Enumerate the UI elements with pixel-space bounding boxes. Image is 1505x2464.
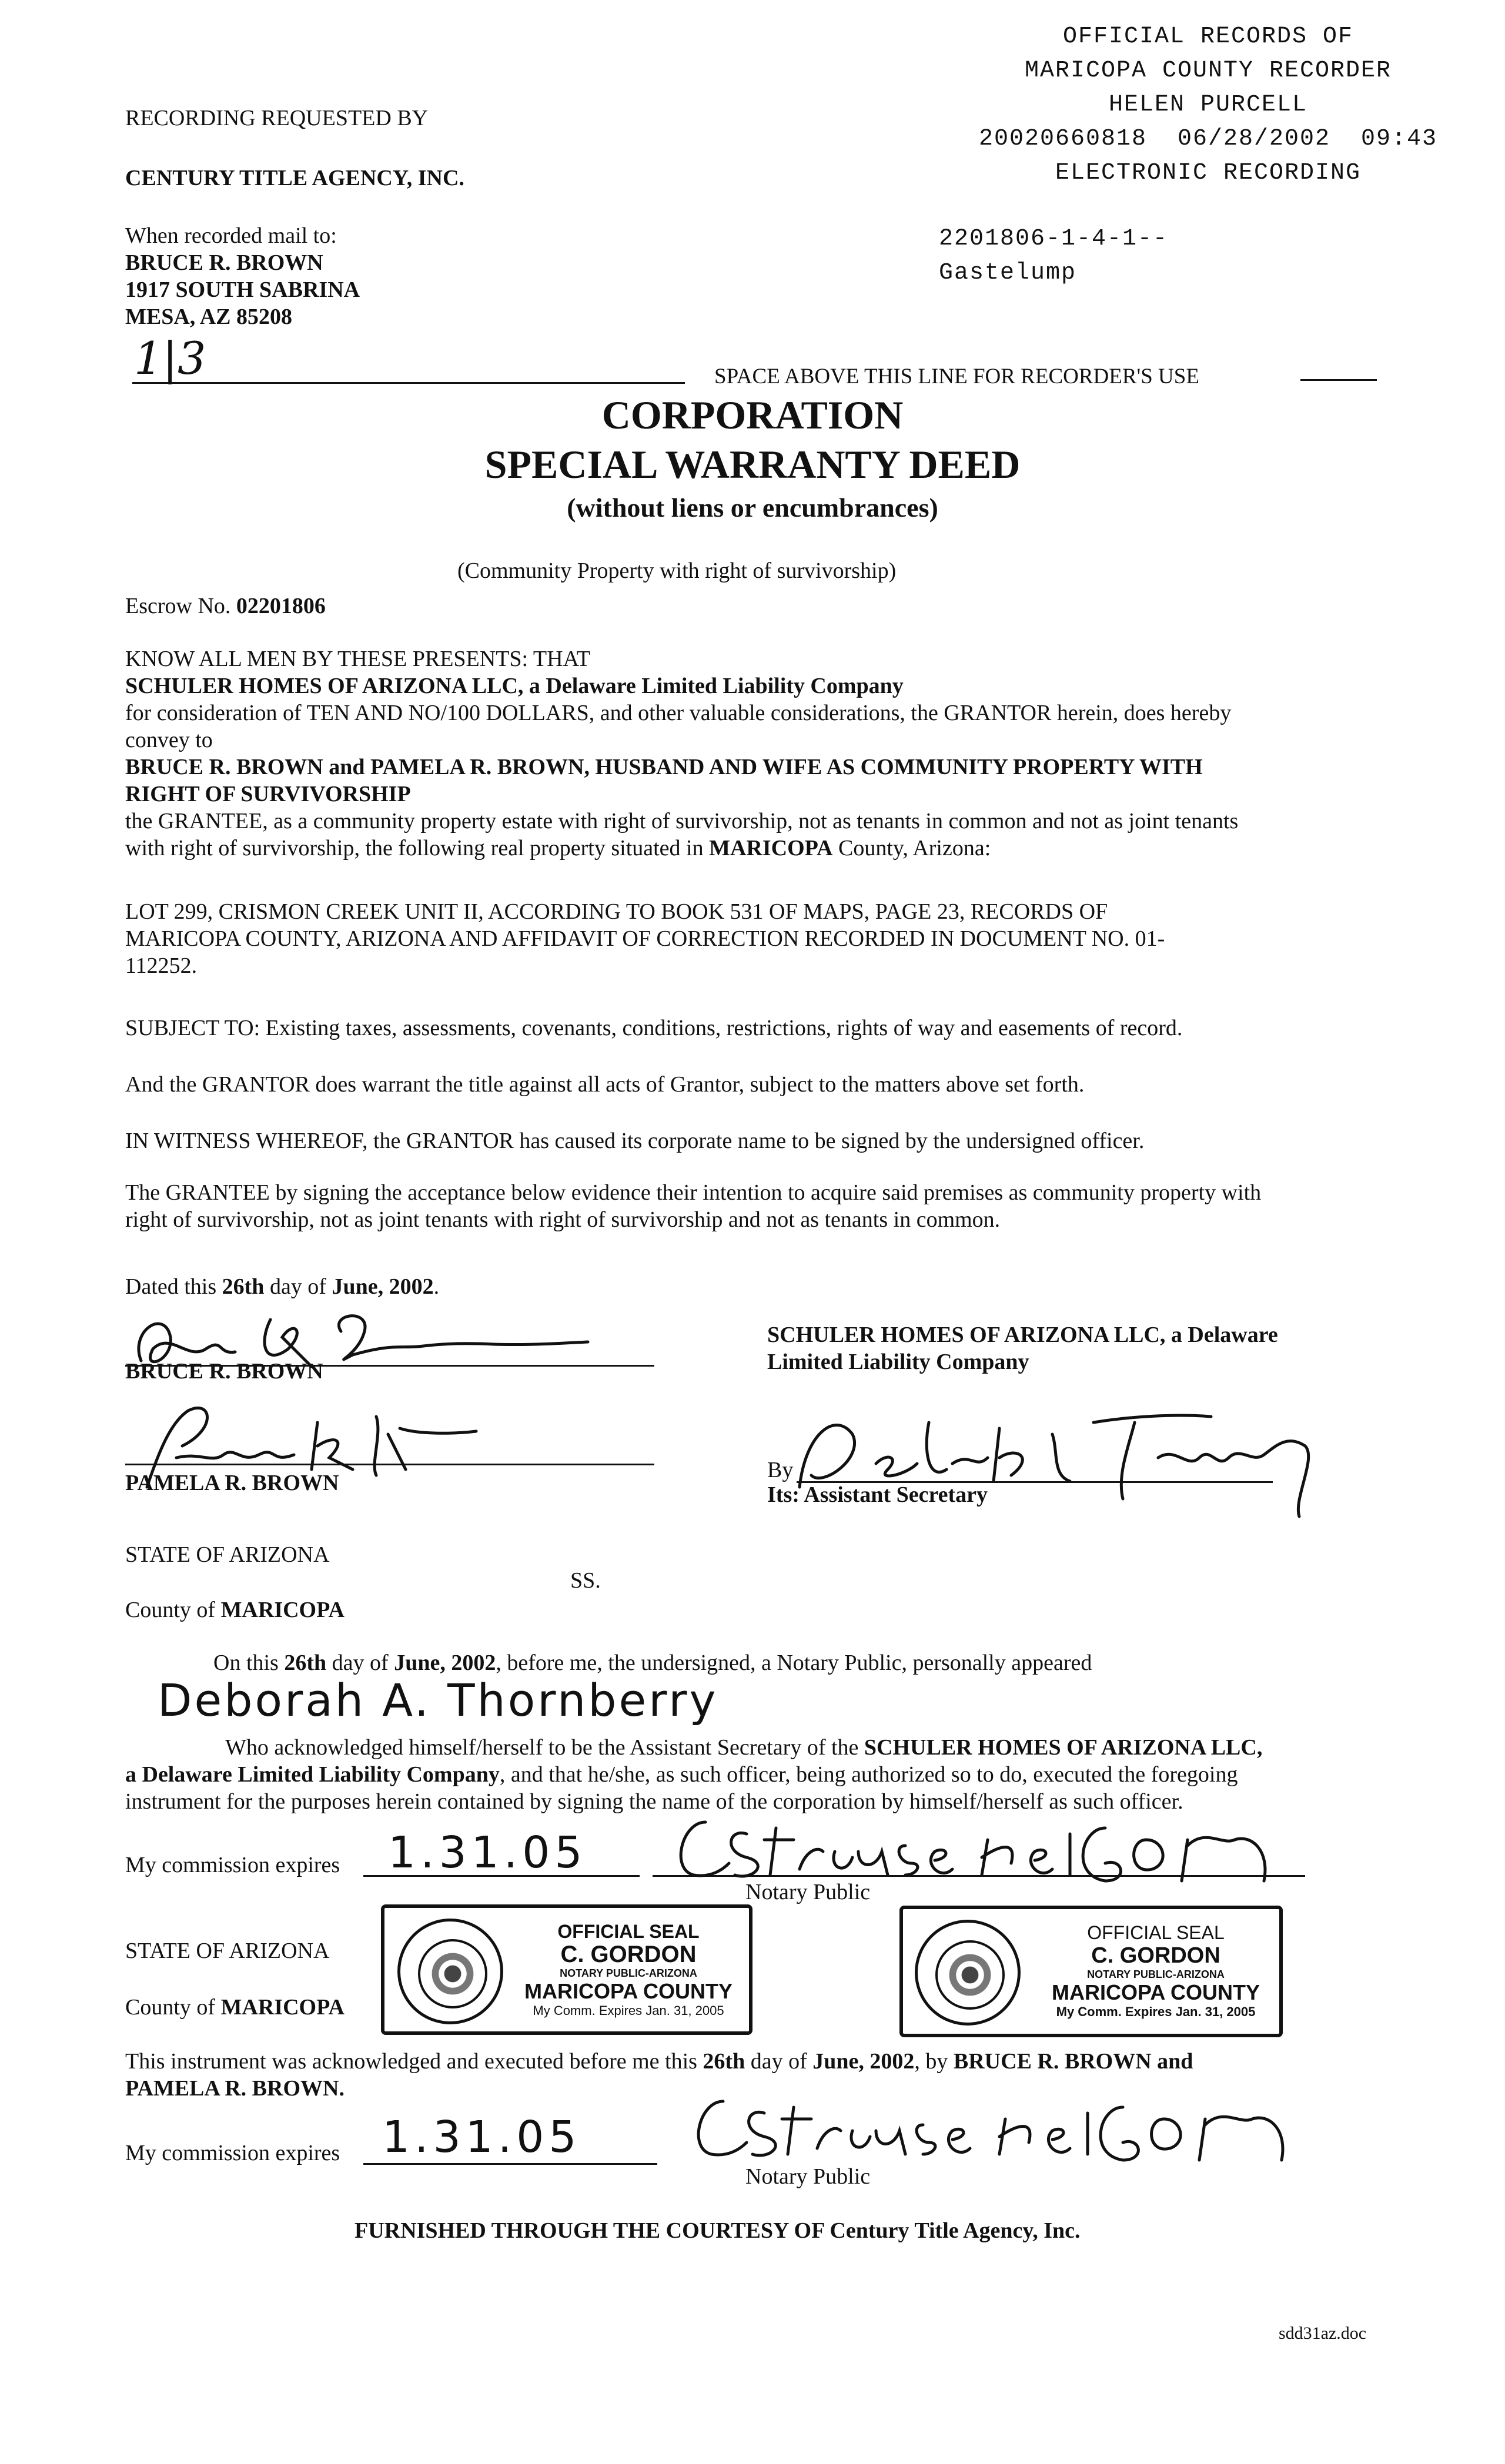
mail-to-label: When recorded mail to:: [125, 223, 337, 248]
property-county: MARICOPA: [709, 836, 833, 861]
arizona-state-seal-icon: [915, 1920, 1021, 2026]
notary2-names-2: PAMELA R. BROWN.: [125, 2076, 345, 2101]
recorder-space-line-right: [1300, 379, 1377, 381]
space-above-line-label: SPACE ABOVE THIS LINE FOR RECORDER'S USE: [714, 364, 1199, 389]
deed-title-line-1: CORPORATION: [601, 393, 904, 437]
notary1-rest: , before me, the undersigned, a Notary Public, personally appeared: [496, 1651, 1092, 1675]
notary2-commission-label: My commission expires: [125, 2141, 340, 2165]
notary2-county-label: County of: [125, 1995, 221, 2020]
recorder-ref-1: 2201806-1-4-1--: [939, 226, 1169, 252]
notary1-ack-line-3: instrument for the purposes herein contained by signing the name of the corporation by himself/herself as such officer.: [125, 1789, 1183, 1814]
notary2-ack-line-1: [125, 2048, 1454, 2075]
recorder-line-4: 20020660818 06/28/2002 09:43: [978, 126, 1438, 152]
deed-subtitle: (Community Property with right of survivorship): [457, 558, 897, 583]
mail-to-street: 1917 SOUTH SABRINA: [125, 277, 360, 302]
by-label: By: [767, 1458, 794, 1482]
notary2-ack-1a: This instrument was acknowledged and executed before me this: [125, 2049, 703, 2074]
notary1-on-this: [213, 1649, 1092, 1676]
company-name-line-1: SCHULER HOMES OF ARIZONA LLC, a Delaware: [767, 1323, 1278, 1347]
notary2-commission-date: 1.31.05: [382, 2112, 581, 2162]
notary1-commission-date: 1.31.05: [388, 1827, 587, 1878]
notary2-county: [125, 1994, 345, 2021]
seal-left-line-2: C. GORDON: [560, 1941, 697, 1967]
seal-left-line-1: OFFICIAL SEAL: [557, 1921, 700, 1942]
footer-courtesy-prefix: FURNISHED THROUGH THE COURTESY OF: [354, 2218, 830, 2243]
recording-requested-company: CENTURY TITLE AGENCY, INC.: [125, 166, 464, 190]
notary1-notary-public-label: Notary Public: [745, 1880, 871, 1904]
dated-month: June, 2002: [332, 1274, 434, 1299]
estate-line-2: [125, 835, 1419, 862]
deed-title-line-3: (without liens or encumbrances): [567, 493, 938, 523]
legal-line-3: 112252.: [125, 953, 198, 978]
bruce-signature-text: Bruce R Brown: [118, 1296, 122, 1297]
notary1-ack-line-2: [125, 1761, 1419, 1788]
notary1-appeared-name: Deborah A. Thornberry: [158, 1674, 718, 1726]
notary1-ss: SS.: [570, 1568, 601, 1593]
mail-to-city: MESA, AZ 85208: [125, 304, 292, 329]
seal-left-line-4: MARICOPA COUNTY: [524, 1979, 733, 2003]
seal-right-line-3: NOTARY PUBLIC-ARIZONA: [1087, 1968, 1225, 1980]
legal-description: [125, 898, 1419, 979]
recorder-line-3: HELEN PURCELL: [1108, 92, 1308, 118]
notary1-signature-line: [653, 1875, 1305, 1877]
mail-to-name: BRUCE R. BROWN: [125, 250, 323, 275]
its-title: Its: Assistant Secretary: [767, 1482, 988, 1507]
company-signature-block: [767, 1321, 1278, 1375]
recorder-space-line-left: [132, 382, 685, 384]
notary1-month: June, 2002: [394, 1651, 496, 1675]
footer-courtesy: [354, 2217, 1081, 2244]
recorder-stamp: [917, 20, 1499, 190]
arizona-state-seal-icon: [397, 1919, 503, 2024]
grantee-acceptance: [125, 1179, 1419, 1233]
recorder-line-1: OFFICIAL RECORDS OF: [1062, 24, 1354, 50]
notary1-ack-2b: , and that he/she, as such officer, being authorized so to do, executed the foregoing: [499, 1762, 1238, 1787]
deed-body: [125, 645, 1419, 862]
dated-prefix: Dated this: [125, 1274, 222, 1299]
notary2-day: 26th: [703, 2049, 745, 2074]
know-all-men: KNOW ALL MEN BY THESE PRESENTS: THAT: [125, 647, 591, 671]
notary2-names: BRUCE R. BROWN: [953, 2049, 1152, 2074]
grantee-line-2: RIGHT OF SURVIVORSHIP: [125, 782, 411, 806]
escrow-number: [125, 592, 326, 620]
bruce-brown-name: BRUCE R. BROWN: [125, 1359, 323, 1384]
grantee-line-1: BRUCE R. BROWN and PAMELA R. BROWN, HUSBAND AND WIFE AS COMMUNITY PROPERTY WITH: [125, 755, 1203, 779]
seal-left-line-3: NOTARY PUBLIC-ARIZONA: [560, 1967, 697, 1979]
seal-right-line-1: OFFICIAL SEAL: [1087, 1922, 1225, 1943]
footer-filename: sdd31az.doc: [1279, 2324, 1367, 2343]
recording-requested-label: RECORDING REQUESTED BY: [125, 106, 429, 130]
escrow-value: 02201806: [236, 594, 326, 618]
notary1-day: 26th: [284, 1651, 327, 1675]
recorder-line-2: MARICOPA COUNTY RECORDER: [1024, 58, 1392, 84]
estate-line-2a: with right of survivorship, the following real property situated in: [125, 836, 710, 861]
notary1-ack-1b: SCHULER HOMES OF ARIZONA LLC,: [864, 1735, 1263, 1760]
notary1-state: STATE OF ARIZONA: [125, 1542, 330, 1567]
legal-line-2: MARICOPA COUNTY, ARIZONA AND AFFIDAVIT OF CORRECTION RECORDED IN DOCUMENT NO. 01-: [125, 926, 1165, 951]
witness-clause: IN WITNESS WHEREOF, the GRANTOR has caused its corporate name to be signed by the undersigned officer.: [125, 1129, 1145, 1153]
deed-title: [341, 390, 1164, 527]
escrow-label: Escrow No.: [125, 594, 231, 618]
notary1-acknowledgment: [125, 1734, 1419, 1815]
seal-right-line-5: My Comm. Expires Jan. 31, 2005: [1056, 2004, 1256, 2019]
notary2-state: STATE OF ARIZONA: [125, 1939, 330, 1963]
legal-line-1: LOT 299, CRISMON CREEK UNIT II, ACCORDING TO BOOK 531 OF MAPS, PAGE 23, RECORDS OF: [125, 899, 1108, 924]
footer-courtesy-company: Century Title Agency, Inc.: [830, 2218, 1081, 2243]
notary2-commission-line: [363, 2163, 657, 2165]
notary1-commission-line: [363, 1875, 640, 1877]
notary1-county: [125, 1596, 345, 1623]
consideration-line-2: convey to: [125, 728, 213, 752]
consideration-line-1: for consideration of TEN AND NO/100 DOLLARS, and other valuable considerations, the GRANTOR herein, does hereby: [125, 701, 1232, 725]
notary1-day-of: day of: [326, 1651, 394, 1675]
notary1-on-this-prefix: On this: [213, 1651, 285, 1675]
deed-title-line-2: SPECIAL WARRANTY DEED: [484, 442, 1021, 487]
recorder-reference: [939, 222, 1168, 290]
dated-mid: day of: [264, 1274, 332, 1299]
notary2-county-name: MARICOPA: [220, 1995, 345, 2020]
notary2-by: , by: [914, 2049, 954, 2074]
notary1-ack-line-1: [125, 1734, 1419, 1761]
recorder-ref-2: Gastelump: [939, 260, 1077, 286]
notary1-commission-label: My commission expires: [125, 1853, 340, 1877]
estate-line-1: the GRANTEE, as a community property estate with right of survivorship, not as tenants in common and not as joint tenants: [125, 809, 1239, 833]
grantee-acceptance-line-2: right of survivorship, not as joint tenants with right of survivorship and not as tenants in common.: [125, 1207, 1001, 1232]
dated-day: 26th: [222, 1274, 265, 1299]
notary1-county-name: MARICOPA: [220, 1598, 345, 1622]
notary2-signature: [676, 2084, 1335, 2172]
notary2-and: and: [1151, 2049, 1193, 2074]
notary2-notary-public-label: Notary Public: [745, 2164, 871, 2189]
estate-line-2b: County, Arizona:: [832, 836, 991, 861]
notary-seal-left: [381, 1904, 752, 2035]
notary1-ack-2a: a Delaware Limited Liability Company: [125, 1762, 500, 1787]
notary2-day-of: day of: [745, 2049, 813, 2074]
seal-right-line-4: MARICOPA COUNTY: [1052, 1980, 1260, 2004]
company-name-line-2: Limited Liability Company: [767, 1350, 1029, 1374]
subject-to: SUBJECT TO: Existing taxes, assessments, covenants, conditions, restrictions, rights of way and easements of record.: [125, 1016, 1183, 1040]
recorder-line-5: ELECTRONIC RECORDING: [1055, 160, 1362, 186]
notary-seal-right: [899, 1906, 1283, 2037]
grantee-acceptance-line-1: The GRANTEE by signing the acceptance below evidence their intention to acquire said premises as community property with: [125, 1180, 1262, 1205]
notary1-county-label: County of: [125, 1598, 221, 1622]
page-mark: 1|3: [134, 332, 206, 384]
seal-right-line-2: C. GORDON: [1091, 1943, 1220, 1968]
mail-to-block: [125, 222, 360, 330]
grantor-name: SCHULER HOMES OF ARIZONA LLC, a Delaware Limited Liability Company: [125, 674, 904, 698]
pamela-signature-line: [125, 1464, 654, 1465]
warranty-clause: And the GRANTOR does warrant the title against all acts of Grantor, subject to the matters above set forth.: [125, 1072, 1085, 1097]
pamela-brown-name: PAMELA R. BROWN: [125, 1471, 339, 1495]
seal-left-line-5: My Comm. Expires Jan. 31, 2005: [533, 2003, 724, 2018]
notary1-ack-1a: Who acknowledged himself/herself to be the Assistant Secretary of the: [225, 1735, 864, 1760]
dated-suffix: .: [433, 1274, 440, 1299]
notary2-month: June, 2002: [812, 2049, 915, 2074]
